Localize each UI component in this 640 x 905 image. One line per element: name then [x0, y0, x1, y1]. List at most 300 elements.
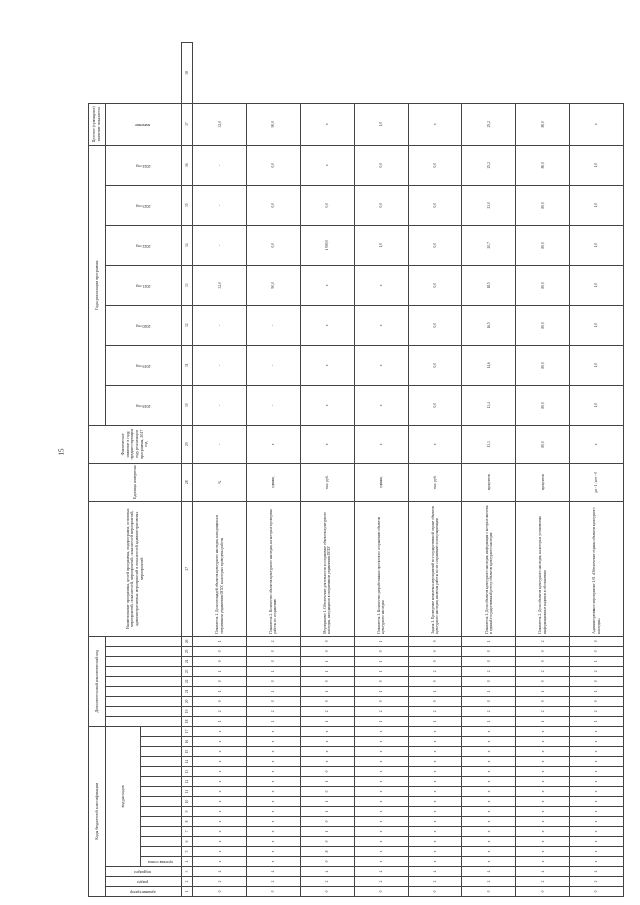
header-extra-col — [106, 696, 182, 706]
code-cell: x — [570, 777, 624, 787]
code-cell: 1 — [300, 686, 354, 696]
code-cell: x — [570, 767, 624, 777]
year-value: 32,0 — [193, 265, 247, 305]
year-value: - — [247, 385, 301, 425]
code-cell: 2 — [408, 877, 462, 887]
row-fact: x — [300, 425, 354, 463]
code-cell: 1 — [300, 656, 354, 666]
header-year — [106, 225, 182, 265]
code-cell: x — [354, 797, 408, 807]
code-cell: 0 — [462, 676, 516, 686]
column-number: 13 — [182, 767, 193, 777]
header-final: Целевое (суммарное) значение показателя — [89, 103, 106, 145]
code-cell: 0 — [300, 857, 354, 867]
code-cell: 2 — [516, 877, 570, 887]
code-cell: x — [193, 837, 247, 847]
program-table — [88, 42, 624, 897]
year-value: 0,0 — [247, 145, 301, 185]
code-cell: x — [193, 787, 247, 797]
code-cell: 0 — [300, 817, 354, 827]
row-unit: да - 1 / нет - 0 — [570, 463, 624, 501]
code-cell: 2 — [354, 706, 408, 716]
code-cell: x — [247, 787, 301, 797]
code-cell: 4 — [247, 867, 301, 877]
header-code-col — [141, 767, 182, 777]
column-number: 4 — [182, 857, 193, 867]
row-unit: единиц — [354, 463, 408, 501]
code-cell: 0 — [193, 646, 247, 656]
code-cell: x — [247, 777, 301, 787]
year-value: - — [247, 345, 301, 385]
code-cell: x — [570, 847, 624, 857]
code-cell: 1 — [570, 716, 624, 726]
year-value: 0,0 — [408, 225, 462, 265]
column-number: 33 — [182, 265, 193, 305]
code-cell: x — [193, 847, 247, 857]
code-cell: 1 — [300, 777, 354, 787]
column-number: 17 — [182, 726, 193, 736]
column-number: 3 — [182, 867, 193, 877]
code-cell: x — [193, 777, 247, 787]
code-cell: x — [462, 737, 516, 747]
code-cell: 1 — [300, 827, 354, 837]
code-cell: 0 — [408, 656, 462, 666]
code-cell: 0 — [300, 837, 354, 847]
column-number: 22 — [182, 676, 193, 686]
code-cell: x — [247, 757, 301, 767]
code-cell: x — [354, 857, 408, 867]
header-code-col — [141, 747, 182, 757]
year-value: 25,2 — [462, 145, 516, 185]
code-cell: x — [408, 767, 462, 777]
column-number: 7 — [182, 827, 193, 837]
header-kvr-group: вид расходов — [106, 726, 141, 866]
code-cell: x — [462, 767, 516, 777]
header-year — [106, 305, 182, 345]
code-cell: x — [408, 847, 462, 857]
column-number: 35 — [182, 185, 193, 225]
row-name: Показатель 2. Доля объектов культурного наследия, на которых установлены информационные надписи и обозначения — [516, 501, 570, 636]
code-cell: x — [462, 827, 516, 837]
year-value: - — [193, 145, 247, 185]
code-cell: x — [193, 827, 247, 837]
table-row — [193, 43, 247, 897]
code-cell: x — [462, 837, 516, 847]
code-cell: x — [408, 747, 462, 757]
code-cell: x — [354, 827, 408, 837]
header-codes-group: Коды бюджетной классификации — [89, 726, 106, 896]
code-cell: x — [408, 787, 462, 797]
code-cell: 0 — [462, 656, 516, 666]
code-cell: 0 — [300, 767, 354, 777]
code-cell: x — [247, 797, 301, 807]
table-row — [247, 43, 301, 897]
header-final-sub — [106, 103, 182, 145]
code-cell: 4 — [516, 867, 570, 877]
row-final: x — [300, 103, 354, 145]
row-fact: - — [193, 425, 247, 463]
code-cell: 0 — [408, 646, 462, 656]
code-cell: x — [462, 807, 516, 817]
code-cell: 0 — [354, 887, 408, 897]
column-number: 23 — [182, 666, 193, 676]
header-code-col — [106, 867, 182, 877]
year-value: 0,0 — [408, 385, 462, 425]
code-cell: x — [300, 737, 354, 747]
code-cell: 0 — [570, 676, 624, 686]
year-value: x — [300, 265, 354, 305]
code-cell: 0 — [408, 636, 462, 646]
code-cell: 1 — [462, 716, 516, 726]
row-fact: x — [570, 425, 624, 463]
code-cell: x — [247, 837, 301, 847]
code-cell: x — [408, 757, 462, 767]
code-cell: x — [462, 787, 516, 797]
code-cell: 2 — [300, 706, 354, 716]
code-cell: 1 — [193, 666, 247, 676]
year-value: - — [193, 225, 247, 265]
year-value: x — [300, 385, 354, 425]
code-cell: x — [570, 827, 624, 837]
year-value: 0,0 — [408, 345, 462, 385]
code-cell: 2 — [462, 877, 516, 887]
code-cell: x — [570, 787, 624, 797]
code-cell: 0 — [516, 887, 570, 897]
code-cell: 0 — [570, 696, 624, 706]
year-value: 23,0 — [462, 185, 516, 225]
code-cell: x — [193, 726, 247, 736]
code-cell: x — [193, 807, 247, 817]
year-value: 1,0 — [570, 345, 624, 385]
code-cell: x — [462, 777, 516, 787]
table-row — [570, 43, 624, 897]
code-cell: x — [462, 747, 516, 757]
code-cell: x — [247, 807, 301, 817]
row-name: Мероприятие 1. Обеспечение деятельности и сохранение объектов культурного наследия, находящихся в оперативном управлении ОГБУ — [300, 501, 354, 636]
code-cell: x — [570, 737, 624, 747]
column-number: 18 — [182, 716, 193, 726]
row-name: Задача 1. Проведение комплекса мероприятий по государственной охране объектов культурного наследия, включая работы по их сохранению и популяризации — [408, 501, 462, 636]
year-value: x — [354, 385, 408, 425]
year-value: x — [354, 305, 408, 345]
code-cell: x — [516, 837, 570, 847]
code-cell: 4 — [570, 867, 624, 877]
code-cell: 0 — [354, 676, 408, 686]
header-code-col — [141, 797, 182, 807]
code-cell: 0 — [300, 887, 354, 897]
code-cell: x — [354, 787, 408, 797]
year-value: - — [193, 185, 247, 225]
year-value: 0,0 — [247, 185, 301, 225]
column-number: 2 — [182, 877, 193, 887]
year-value: x — [300, 345, 354, 385]
row-name: Показатель 2. Количество объектов культурного наследия, на которых проведены работы по сохранению — [247, 501, 301, 636]
header-code-col — [141, 817, 182, 827]
header-code-col — [106, 877, 182, 887]
code-cell: 2 — [516, 706, 570, 716]
code-cell: 0 — [193, 696, 247, 706]
header-year — [106, 345, 182, 385]
year-value: 0,0 — [408, 185, 462, 225]
code-cell: x — [354, 777, 408, 787]
code-cell: x — [247, 726, 301, 736]
code-cell: x — [516, 747, 570, 757]
year-value: 0,0 — [408, 145, 462, 185]
code-cell: 2 — [300, 877, 354, 887]
code-cell: x — [247, 817, 301, 827]
year-value: 0,0 — [408, 305, 462, 345]
code-cell: 0 — [516, 646, 570, 656]
code-cell: x — [516, 757, 570, 767]
code-cell: x — [516, 777, 570, 787]
header-unit: Единица измерения — [89, 463, 182, 501]
header-year-text: 2021 год — [135, 283, 151, 289]
row-unit: % — [193, 463, 247, 501]
column-number: 6 — [182, 837, 193, 847]
code-cell: 0 — [462, 887, 516, 897]
year-value: 1,0 — [570, 185, 624, 225]
code-cell: 1 — [247, 686, 301, 696]
code-cell: x — [462, 726, 516, 736]
year-value: 80,0 — [516, 345, 570, 385]
code-cell: 0 — [516, 676, 570, 686]
row-name: Показатель 1. Доля объектов культурного наследия, информация о которых внесена в единый государственный реестр объектов культурного наследия — [462, 501, 516, 636]
code-cell: 4 — [408, 867, 462, 877]
code-cell: 4 — [354, 867, 408, 877]
header-extra-col — [106, 706, 182, 716]
code-cell: x — [408, 797, 462, 807]
row-fact: x — [408, 425, 462, 463]
code-cell: x — [408, 737, 462, 747]
code-cell: 0 — [300, 787, 354, 797]
column-number: 29 — [182, 425, 193, 463]
code-cell: 2 — [247, 636, 301, 646]
code-cell: 2 — [247, 706, 301, 716]
code-cell: 2 — [193, 877, 247, 887]
code-cell: 8 — [300, 847, 354, 857]
year-value: 1,0 — [570, 225, 624, 265]
column-number: 11 — [182, 787, 193, 797]
code-cell: x — [354, 767, 408, 777]
year-value: x — [300, 305, 354, 345]
header-code-col — [141, 847, 182, 857]
column-number: 16 — [182, 737, 193, 747]
code-cell: 1 — [354, 666, 408, 676]
header-year-text: 2020 год — [135, 323, 151, 329]
year-value: - — [193, 385, 247, 425]
code-cell: 0 — [300, 696, 354, 706]
header-code-col — [141, 777, 182, 787]
code-cell: 2 — [247, 877, 301, 887]
code-cell: x — [354, 847, 408, 857]
column-number: 36 — [182, 145, 193, 185]
code-cell: 1 — [354, 656, 408, 666]
code-cell: x — [462, 817, 516, 827]
code-cell: 0 — [462, 646, 516, 656]
code-cell: x — [516, 827, 570, 837]
row-unit: тыс. руб. — [408, 463, 462, 501]
header-code-col — [141, 827, 182, 837]
code-cell: 0 — [247, 646, 301, 656]
year-value: 13,4 — [462, 385, 516, 425]
year-value: 1,0 — [570, 145, 624, 185]
row-fact: x — [354, 425, 408, 463]
header-extra-col — [106, 656, 182, 666]
code-cell: x — [408, 777, 462, 787]
header-year-text: 2022 год — [135, 243, 151, 249]
header-code-col — [141, 737, 182, 747]
code-cell: x — [354, 817, 408, 827]
year-value: 90,0 — [247, 265, 301, 305]
code-cell: x — [300, 747, 354, 757]
code-cell: 1 — [300, 716, 354, 726]
year-value: 16,5 — [462, 305, 516, 345]
table-row — [300, 43, 354, 897]
code-cell: x — [354, 747, 408, 757]
header-code-col — [141, 787, 182, 797]
code-cell: 0 — [462, 696, 516, 706]
header-extra-col — [106, 686, 182, 696]
column-number: 28 — [182, 463, 193, 501]
row-final: 90,0 — [247, 103, 301, 145]
code-cell: x — [247, 737, 301, 747]
rotated-page — [88, 42, 624, 897]
code-cell: 0 — [247, 676, 301, 686]
code-cell: 2 — [193, 706, 247, 716]
code-cell: 1 — [408, 716, 462, 726]
column-number: 31 — [182, 345, 193, 385]
code-cell: 2 — [570, 666, 624, 676]
code-cell: x — [354, 737, 408, 747]
year-value: 0,0 — [354, 145, 408, 185]
code-cell: 1 — [354, 636, 408, 646]
code-cell: x — [516, 797, 570, 807]
code-cell: x — [193, 767, 247, 777]
code-cell: x — [354, 807, 408, 817]
header-final-sub-text: значение — [135, 122, 151, 128]
column-number: 34 — [182, 225, 193, 265]
row-unit: единиц — [247, 463, 301, 501]
column-number: 37 — [182, 103, 193, 145]
row-final: 25,2 — [462, 103, 516, 145]
code-cell: x — [300, 726, 354, 736]
column-number: 15 — [182, 747, 193, 757]
row-name: Административное мероприятие 1.01 «Обеспечение охраны объектов культурного наследия» — [570, 501, 624, 636]
code-cell: x — [247, 767, 301, 777]
header-year — [106, 145, 182, 185]
code-cell: 1 — [462, 686, 516, 696]
code-cell: 1 — [193, 686, 247, 696]
code-cell: x — [247, 847, 301, 857]
header-row-1 — [89, 43, 106, 897]
code-cell: x — [408, 857, 462, 867]
code-cell: x — [462, 847, 516, 857]
code-cell: x — [570, 857, 624, 867]
code-cell: x — [193, 857, 247, 867]
header-code-col — [141, 757, 182, 767]
column-number: 9 — [182, 807, 193, 817]
code-cell: 1 — [516, 686, 570, 696]
row-final: 80,0 — [516, 103, 570, 145]
code-cell: 2 — [516, 666, 570, 676]
code-cell: 0 — [300, 646, 354, 656]
code-cell: x — [247, 827, 301, 837]
code-cell: x — [570, 757, 624, 767]
header-year-text: 2024 год — [135, 163, 151, 169]
header-code-col — [141, 857, 182, 867]
code-cell: x — [516, 726, 570, 736]
code-cell: 0 — [570, 636, 624, 646]
code-cell: 0 — [408, 696, 462, 706]
header-name: Наименование программы, целей программы, подпрограмм, основных мероприятий, показателей, мероприятий, показателей мероприятий, административных мероприятий и показателей административных мероприятий — [89, 501, 182, 636]
row-fact: 80,0 — [516, 425, 570, 463]
code-cell: 1 — [300, 807, 354, 817]
column-numbers-row — [182, 43, 193, 897]
column-number: 21 — [182, 686, 193, 696]
row-unit: процентов — [516, 463, 570, 501]
year-value: - — [247, 305, 301, 345]
year-value: 20,7 — [462, 225, 516, 265]
column-number: 14 — [182, 757, 193, 767]
column-number: 30 — [182, 385, 193, 425]
code-cell: 2 — [408, 706, 462, 716]
header-code-col-text: раздел — [137, 879, 149, 885]
header-code-col-text: администратор — [129, 889, 156, 895]
header-year-text: 2023 год — [135, 203, 151, 209]
column-number: 32 — [182, 305, 193, 345]
code-cell: x — [516, 787, 570, 797]
code-cell: 4 — [300, 867, 354, 877]
code-cell: 2 — [462, 706, 516, 716]
code-cell: x — [516, 767, 570, 777]
row-unit: тыс. руб. — [300, 463, 354, 501]
header-extra-col — [106, 646, 182, 656]
code-cell: 4 — [193, 867, 247, 877]
code-cell: x — [408, 726, 462, 736]
row-fact: x — [247, 425, 301, 463]
code-cell: x — [354, 757, 408, 767]
code-cell: 2 — [516, 636, 570, 646]
header-code-col-text: подраздел — [134, 869, 152, 875]
code-cell: 0 — [193, 676, 247, 686]
table-row — [408, 43, 462, 897]
year-value: x — [354, 265, 408, 305]
year-value: 80,0 — [516, 305, 570, 345]
year-value: 0,0 — [354, 185, 408, 225]
code-cell: 1 — [354, 686, 408, 696]
column-number: 27 — [182, 501, 193, 636]
header-code-col — [141, 837, 182, 847]
header-extra-col — [106, 636, 182, 646]
code-cell: x — [570, 817, 624, 827]
code-cell: x — [193, 737, 247, 747]
code-cell: x — [516, 857, 570, 867]
column-number: 1 — [182, 887, 193, 897]
code-cell: 1 — [516, 716, 570, 726]
header-code-col-text: целевая статья — [147, 859, 173, 865]
code-cell: 0 — [247, 696, 301, 706]
code-cell: 2 — [570, 706, 624, 716]
header-year — [106, 265, 182, 305]
row-name: Показатель 1. Доля площадей объектов культурного наследия, находящихся в оперативном управлении ОГБУ, на которых проведены работы — [193, 501, 247, 636]
code-cell: 0 — [516, 656, 570, 666]
table-row — [516, 43, 570, 897]
column-number: 25 — [182, 646, 193, 656]
year-value: - — [193, 345, 247, 385]
header-fact: Фактическое значение в году, предшествующем году реализации программы, 2017 год — [89, 425, 182, 463]
code-cell: 0 — [247, 887, 301, 897]
code-cell: 0 — [247, 656, 301, 666]
